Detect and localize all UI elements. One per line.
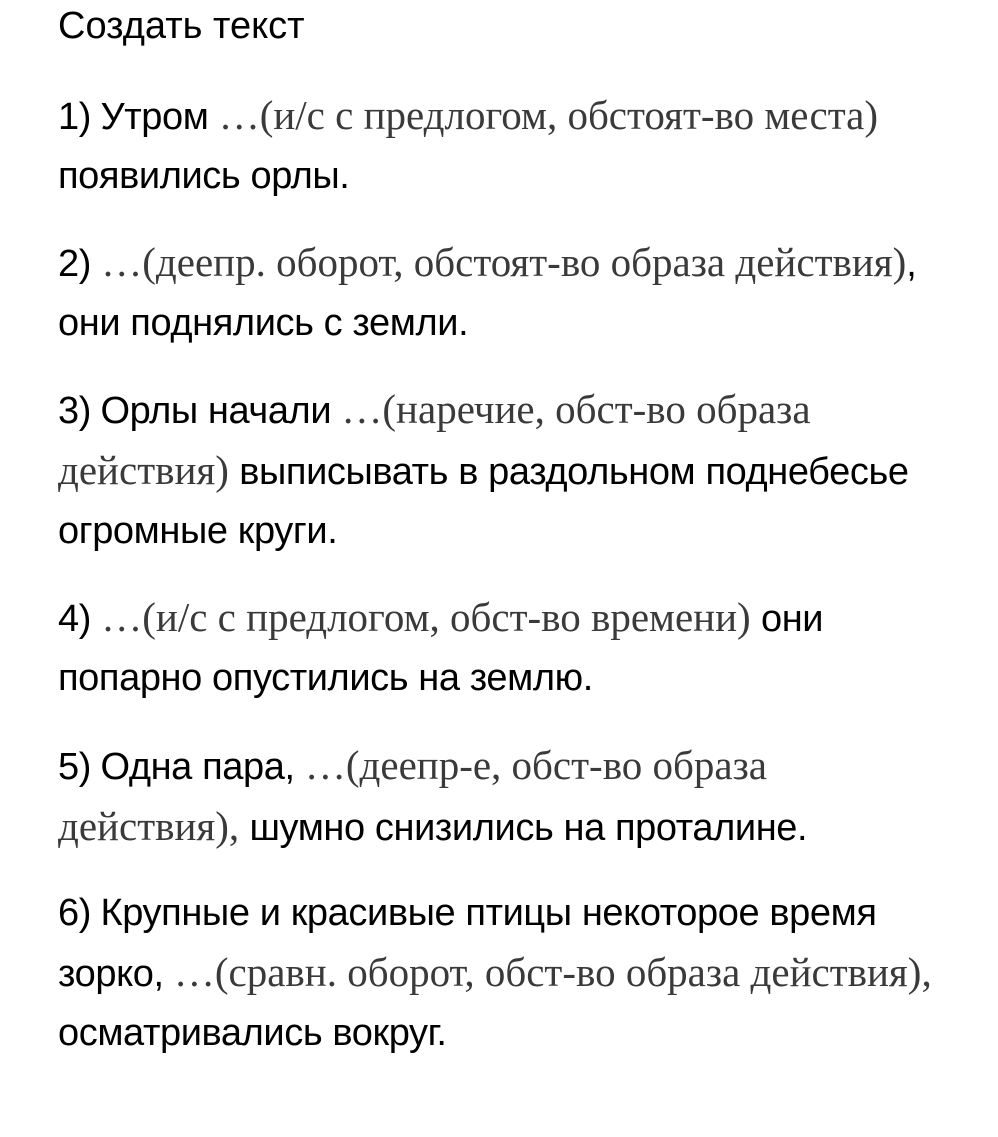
task-hint: …(и/с с предлогом, обст-во времени) (91, 594, 761, 640)
document-title: Создать текст (58, 5, 305, 47)
task-hint: …(деепр. оборот, обстоят-во образа действия) (91, 239, 907, 285)
task-tail: осматривались вокруг. (58, 1012, 447, 1054)
task-hint: …(деепр-е, обст-во образа действия), (58, 742, 767, 849)
task-6 (58, 884, 958, 1063)
task-1 (58, 86, 958, 206)
task-number: 6) (58, 892, 91, 934)
task-hint: …(и/с с предлогом, обстоят-во места) (208, 92, 878, 138)
task-number: 1) (58, 96, 91, 138)
task-lead: Одна пара, (100, 746, 295, 788)
task-tail: выписывать в раздольном поднебесье огромные круги. (58, 451, 909, 552)
task-lead: Орлы начали (100, 390, 332, 432)
task-5 (58, 736, 958, 858)
task-tail: шумно снизились на проталине. (249, 807, 808, 849)
task-lead: Крупные и красивые птицы некоторое время зорко, (58, 892, 877, 995)
task-hint: …(наречие, обст-во образа действия) (58, 386, 811, 493)
task-tail: появились орлы. (58, 155, 350, 197)
task-hint: …(сравн. оборот, обст-во образа действия), (163, 949, 932, 995)
document (58, 0, 958, 1054)
task-lead: Утром (100, 96, 209, 138)
task-number: 4) (58, 598, 91, 640)
task-2 (58, 233, 958, 353)
task-number: 3) (58, 390, 91, 432)
task-4 (58, 588, 958, 708)
task-tail: , они поднялись с земли. (58, 243, 917, 344)
task-3 (58, 380, 958, 561)
task-tail: они попарно опустились на землю. (58, 598, 824, 699)
task-number: 5) (58, 746, 91, 788)
task-number: 2) (58, 243, 91, 285)
